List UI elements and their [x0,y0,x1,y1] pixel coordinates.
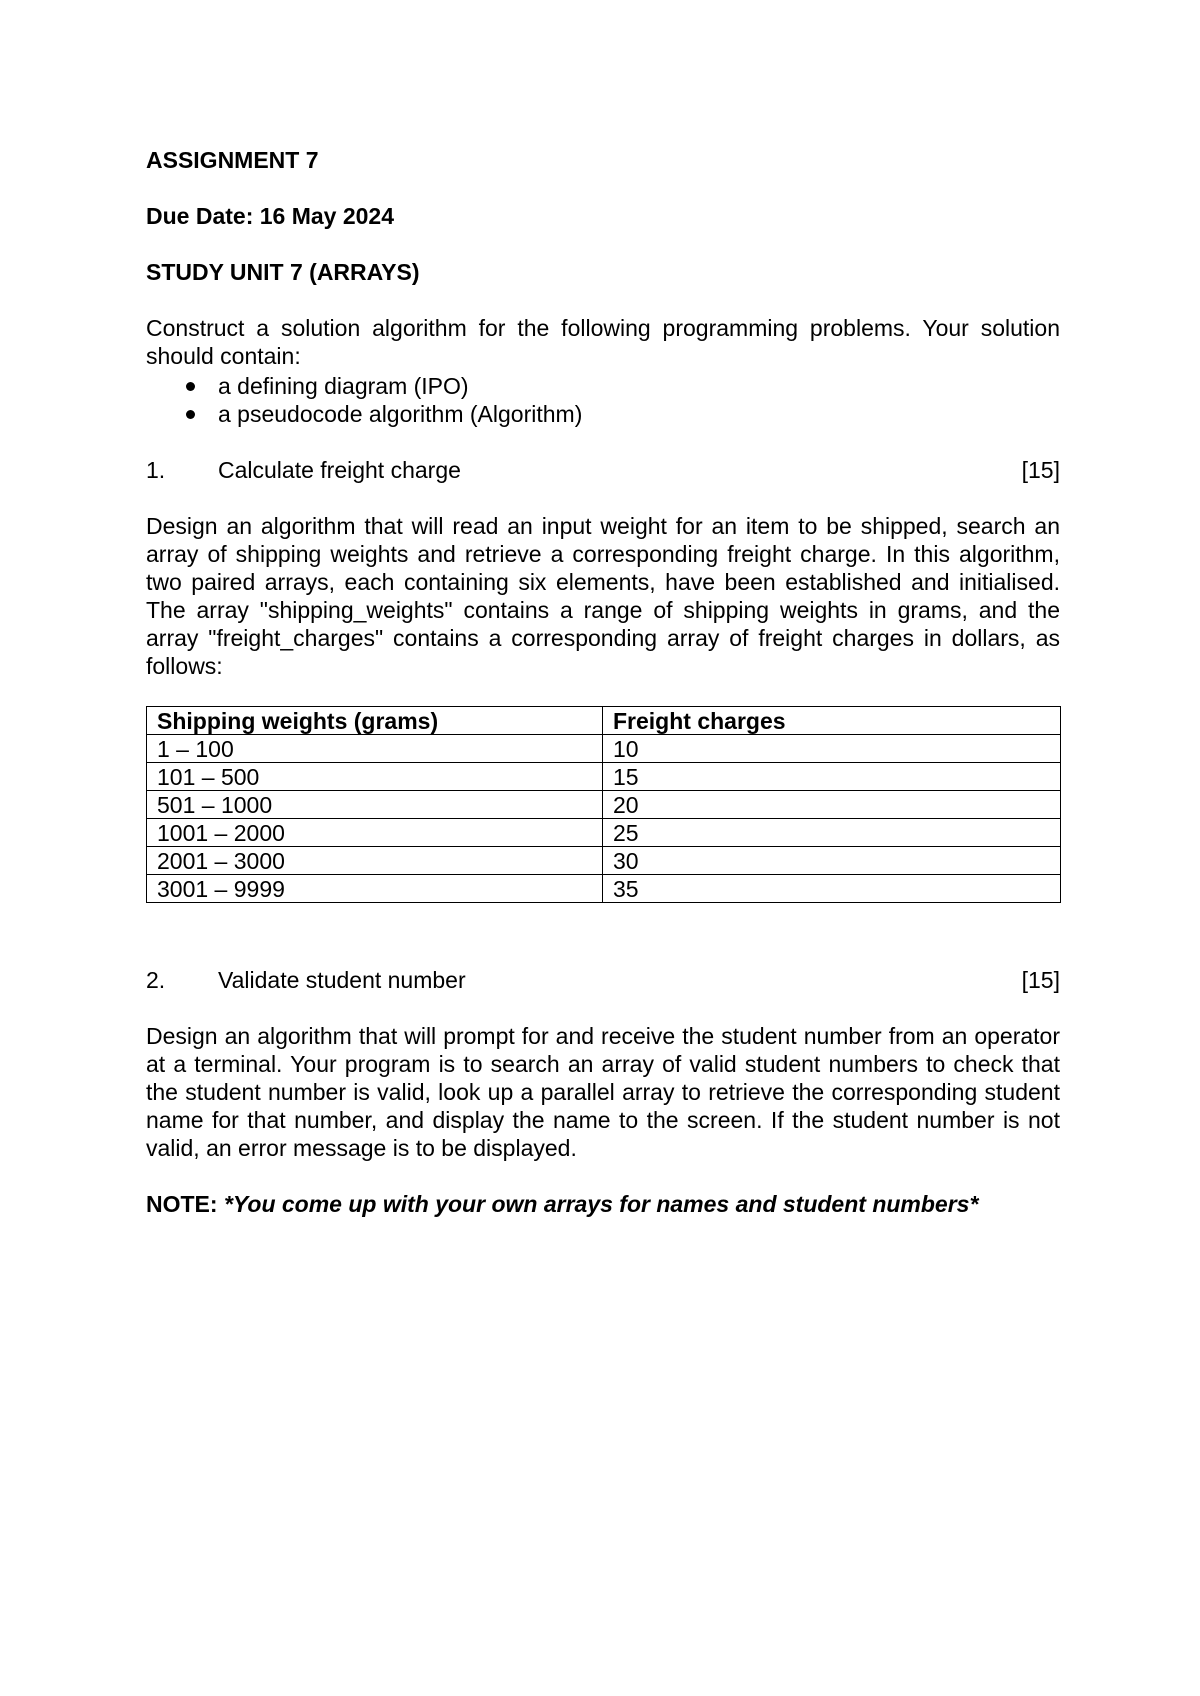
note-label: NOTE: [146,1191,218,1217]
study-unit-heading: STUDY UNIT 7 (ARRAYS) [146,259,420,285]
question-number: 2. [146,967,166,993]
charge-cell: 15 [603,763,1061,791]
due-date: Due Date: 16 May 2024 [146,203,395,229]
list-item-text: a defining diagram (IPO) [218,373,469,399]
charge-cell: 10 [603,735,1061,763]
requirements-list [146,372,582,428]
intro-paragraph: Construct a solution algorithm for the following programming problems. Your solution should contain: [146,315,1060,369]
table-header-row [147,707,1061,735]
charge-cell: 30 [603,847,1061,875]
table-row [147,875,1061,903]
charge-cell: 20 [603,791,1061,819]
freight-table [146,706,1061,903]
weight-cell: 101 – 500 [147,763,603,791]
weight-cell: 1 – 100 [147,735,603,763]
table-row [147,763,1061,791]
charge-cell: 25 [603,819,1061,847]
column-header: Freight charges [603,707,1061,735]
question-1-description: Design an algorithm that will read an input weight for an item to be shipped, search an array of shipping weights and retrieve a corresponding freight charge. In this algorithm, two paired arrays, each containing six elements, have been established and initialised. The array "shipping_weights" contains a range of shipping weights in grams, and the array "freight_charges" contains a corresponding array of freight charges in dollars, as follows: [146,513,1060,679]
question-2-heading [146,966,1060,994]
weight-cell: 501 – 1000 [147,791,603,819]
question-marks: [15] [1021,457,1060,483]
weight-cell: 1001 – 2000 [147,819,603,847]
table-row [147,735,1061,763]
weight-cell: 2001 – 3000 [147,847,603,875]
table-row [147,847,1061,875]
table-row [147,819,1061,847]
assignment-title: ASSIGNMENT 7 [146,147,319,173]
bullet-icon [186,382,195,391]
question-2-description: Design an algorithm that will prompt for and receive the student number from an operator at a terminal. Your program is to search an array of valid student numbers to check that the student number is valid, look up a parallel array to retrieve the corresponding student name for that number, and display the name to the screen. If the student number is not valid, an error message is to be displayed. [146,1023,1060,1161]
list-item-text: a pseudocode algorithm (Algorithm) [218,401,583,427]
question-number: 1. [146,457,166,483]
table-row [147,791,1061,819]
note [146,1190,978,1218]
question-title: Calculate freight charge [218,457,461,483]
bullet-icon [186,410,195,419]
charge-cell: 35 [603,875,1061,903]
list-item [146,372,582,400]
question-1-heading [146,456,1060,484]
note-text: *You come up with your own arrays for names and student numbers* [223,1191,979,1217]
list-item [146,400,582,428]
question-marks: [15] [1021,967,1060,993]
weight-cell: 3001 – 9999 [147,875,603,903]
column-header: Shipping weights (grams) [147,707,603,735]
question-title: Validate student number [218,967,466,993]
